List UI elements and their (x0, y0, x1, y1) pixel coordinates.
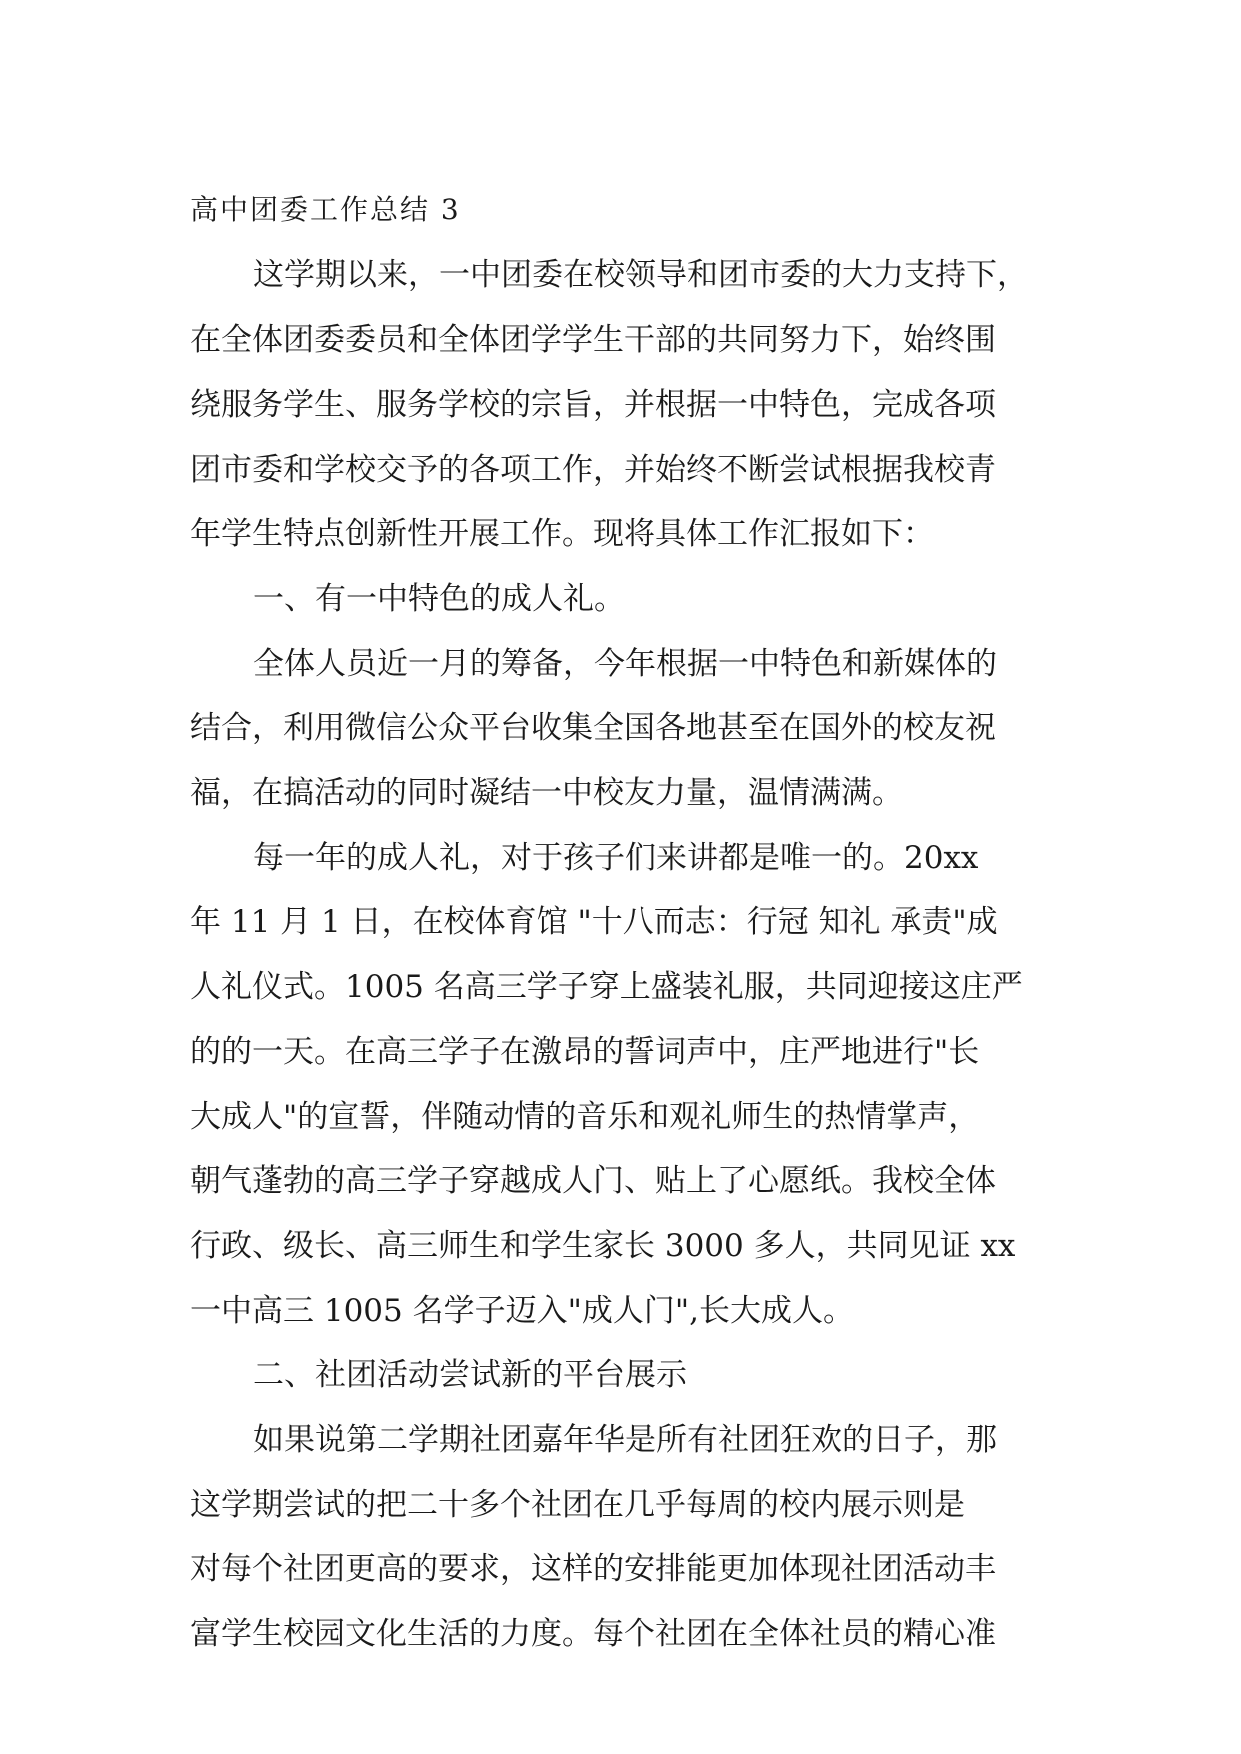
paragraph-clubs-line-1: 如果说第二学期社团嘉年华是所有社团狂欢的日子，那 (253, 1422, 997, 1458)
paragraph-intro-line-5: 年学生特点创新性开展工作。现将具体工作汇报如下： (190, 516, 934, 552)
paragraph-preparation-line-3: 福，在搞活动的同时凝结一中校友力量，温情满满。 (190, 775, 903, 811)
paragraph-clubs-line-2: 这学期尝试的把二十多个社团在几乎每周的校内展示则是 (190, 1487, 965, 1523)
paragraph-intro-line-4: 团市委和学校交予的各项工作，并始终不断尝试根据我校青 (190, 452, 996, 488)
paragraph-ceremony-line-7: 行政、级长、高三师生和学生家长 3000 多人，共同见证 xx (190, 1228, 1016, 1264)
paragraph-ceremony-line-8: 一中高三 1005 名学子迈入"成人门",长大成人。 (190, 1293, 854, 1329)
paragraph-intro-line-1: 这学期以来，一中团委在校领导和团市委的大力支持下， (253, 257, 1028, 293)
document-title: 高中团委工作总结 3 (190, 193, 461, 226)
paragraph-ceremony-line-3: 人礼仪式。1005 名高三学子穿上盛装礼服，共同迎接这庄严 (190, 969, 1023, 1005)
paragraph-intro-line-3: 绕服务学生、服务学校的宗旨，并根据一中特色，完成各项 (190, 387, 996, 423)
paragraph-preparation-line-2: 结合，利用微信公众平台收集全国各地甚至在国外的校友祝 (190, 710, 996, 746)
section-heading-1: 一、有一中特色的成人礼。 (253, 581, 625, 617)
paragraph-ceremony-line-6: 朝气蓬勃的高三学子穿越成人门、贴上了心愿纸。我校全体 (190, 1163, 996, 1199)
paragraph-clubs-line-3: 对每个社团更高的要求，这样的安排能更加体现社团活动丰 (190, 1551, 996, 1587)
paragraph-ceremony-line-4: 的的一天。在高三学子在激昂的誓词声中，庄严地进行"长 (190, 1034, 980, 1070)
paragraph-preparation-line-1: 全体人员近一月的筹备，今年根据一中特色和新媒体的 (253, 646, 997, 682)
section-heading-2: 二、社团活动尝试新的平台展示 (253, 1357, 687, 1393)
paragraph-ceremony-line-2: 年 11 月 1 日，在校体育馆 "十八而志：行冠 知礼 承责"成 (190, 904, 998, 940)
paragraph-ceremony-line-1: 每一年的成人礼，对于孩子们来讲都是唯一的。20xx (253, 840, 979, 876)
paragraph-intro-line-2: 在全体团委委员和全体团学学生干部的共同努力下，始终围 (190, 322, 996, 358)
paragraph-ceremony-line-5: 大成人"的宣誓，伴随动情的音乐和观礼师生的热情掌声， (190, 1099, 980, 1135)
paragraph-clubs-line-4: 富学生校园文化生活的力度。每个社团在全体社员的精心准 (190, 1616, 996, 1652)
